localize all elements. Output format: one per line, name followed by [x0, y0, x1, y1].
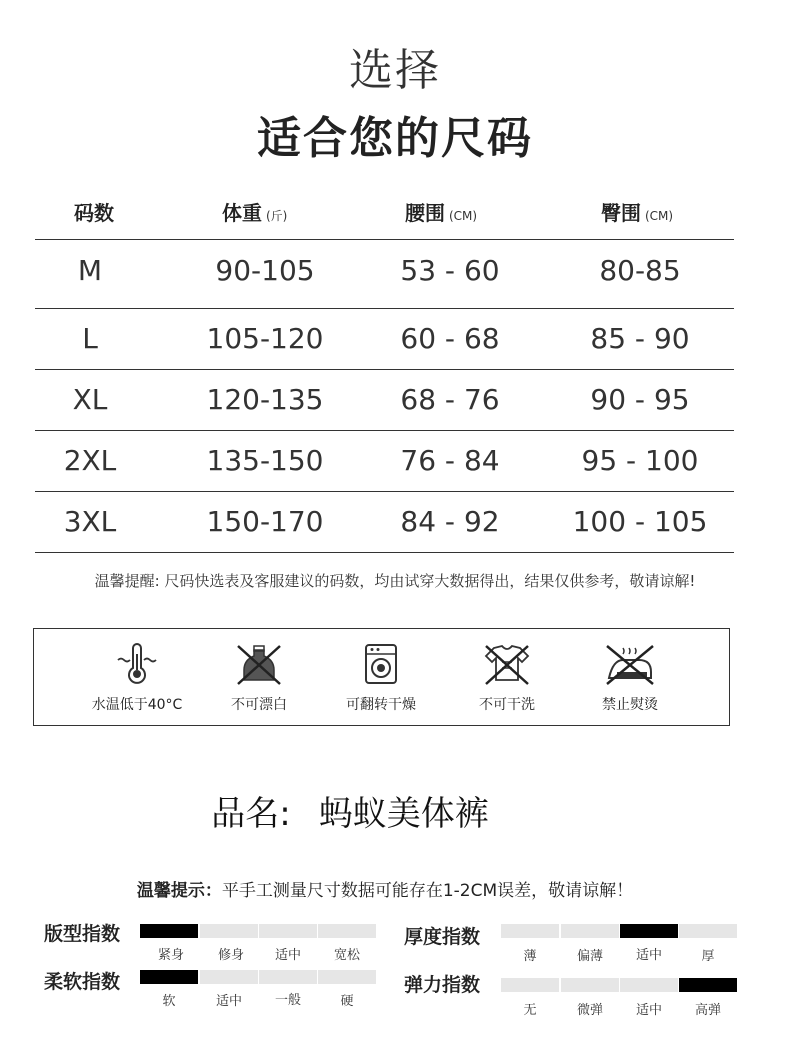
elasticity-index-bar [679, 978, 737, 992]
product-name-value: 蚂蚁美体裤 [318, 794, 489, 834]
elasticity-index-option: 高弹 [694, 1003, 721, 1018]
softness-index-option: 硬 [340, 994, 354, 1009]
no-iron-icon [565, 642, 695, 686]
thickness-index-option: 适中 [635, 948, 662, 963]
softness-index-bar [200, 970, 258, 984]
fit-index-bar [318, 924, 376, 938]
softness-index-option: 软 [162, 994, 176, 1009]
fit-index-bar [140, 924, 198, 938]
table-cell-waist: 60 - 68 [400, 322, 500, 355]
table-rule [35, 552, 734, 553]
product-name-label: 品名: [211, 794, 291, 834]
column-header-hip: 臀围 (CM) [601, 201, 674, 225]
elasticity-index-option: 无 [523, 1003, 537, 1018]
softness-index-option: 一般 [274, 993, 301, 1008]
softness-index-bar [259, 970, 317, 984]
care-item-no-iron [565, 642, 695, 714]
care-label: 水温低于40°C [91, 697, 183, 713]
size-notice: 温馨提醒: 尺码快选表及客服建议的码数，均由试穿大数据得出，结果仅供参考，敬请谅解! [94, 572, 696, 590]
care-label: 不可漂白 [231, 697, 287, 713]
thickness-index-option: 薄 [523, 949, 537, 964]
product-name [0, 786, 700, 835]
care-item-water-temp [72, 642, 202, 714]
thickness-index-option: 厚 [701, 949, 715, 964]
table-cell-weight: 105-120 [206, 322, 324, 355]
tumble-dry-icon [316, 642, 446, 686]
fit-index-bar [259, 924, 317, 938]
table-cell-waist: 53 - 60 [400, 254, 500, 287]
table-cell-hip: 85 - 90 [590, 322, 690, 355]
no-bleach-icon [194, 642, 324, 686]
table-cell-size: XL [72, 383, 108, 416]
thickness-index-title: 厚度指数 [404, 926, 481, 948]
fit-index-option: 适中 [274, 948, 301, 963]
table-rule [35, 308, 734, 309]
fit-index-option: 紧身 [157, 948, 184, 963]
table-cell-hip: 95 - 100 [581, 444, 699, 477]
care-label: 不可干洗 [479, 697, 535, 713]
fit-index-option: 宽松 [333, 948, 360, 963]
table-cell-size: L [82, 322, 98, 355]
elasticity-index-bar [501, 978, 559, 992]
care-item-tumble-dry [316, 642, 446, 714]
thickness-index-bar [561, 924, 619, 938]
table-cell-hip: 80-85 [599, 254, 681, 287]
table-rule [35, 239, 734, 240]
care-item-no-dry-clean [442, 642, 572, 714]
table-rule [35, 369, 734, 370]
table-cell-weight: 135-150 [206, 444, 324, 477]
table-cell-size: M [77, 254, 103, 287]
table-cell-hip: 90 - 95 [590, 383, 690, 416]
fit-index-bar [200, 924, 258, 938]
softness-index-title: 柔软指数 [44, 971, 121, 993]
elasticity-index-option: 微弹 [576, 1003, 603, 1018]
column-header-size: 码数 [74, 201, 114, 225]
softness-index-bar [140, 970, 198, 984]
fit-index-option: 修身 [217, 948, 244, 963]
table-rule [35, 491, 734, 492]
care-label: 禁止熨烫 [602, 697, 658, 713]
table-cell-hip: 100 - 105 [572, 505, 708, 538]
thickness-index-bar [501, 924, 559, 938]
column-header-weight: 体重 (斤) [222, 201, 288, 225]
column-header-waist: 腰围 (CM) [405, 201, 478, 225]
title-line-1: 选择 [349, 45, 441, 96]
table-cell-size: 2XL [63, 444, 117, 477]
table-cell-weight: 150-170 [206, 505, 324, 538]
table-cell-weight: 120-135 [206, 383, 324, 416]
table-cell-waist: 76 - 84 [400, 444, 500, 477]
thermometer-icon [72, 642, 202, 686]
table-cell-waist: 84 - 92 [400, 505, 500, 538]
care-label: 可翻转干燥 [346, 697, 416, 713]
table-cell-size: 3XL [63, 505, 117, 538]
table-rule [35, 430, 734, 431]
elasticity-index-bar [561, 978, 619, 992]
table-cell-weight: 90-105 [215, 254, 315, 287]
measure-tip [0, 876, 770, 901]
softness-index-option: 适中 [215, 994, 242, 1009]
thickness-index-option: 偏薄 [576, 949, 603, 964]
thickness-index-bar [679, 924, 737, 938]
fit-index-title: 版型指数 [44, 923, 121, 945]
care-item-no-bleach [194, 642, 324, 714]
elasticity-index-option: 适中 [635, 1003, 662, 1018]
elasticity-index-bar [620, 978, 678, 992]
title-line-2: 适合您的尺码 [257, 113, 533, 164]
no-dry-clean-icon [442, 642, 572, 686]
elasticity-index-title: 弹力指数 [404, 974, 481, 996]
measure-tip-label: 温馨提示： [136, 881, 222, 901]
measure-tip-text: 平手工测量尺寸数据可能存在1-2CM误差，敬请谅解！ [221, 881, 634, 901]
thickness-index-bar [620, 924, 678, 938]
softness-index-bar [318, 970, 376, 984]
table-cell-waist: 68 - 76 [400, 383, 500, 416]
